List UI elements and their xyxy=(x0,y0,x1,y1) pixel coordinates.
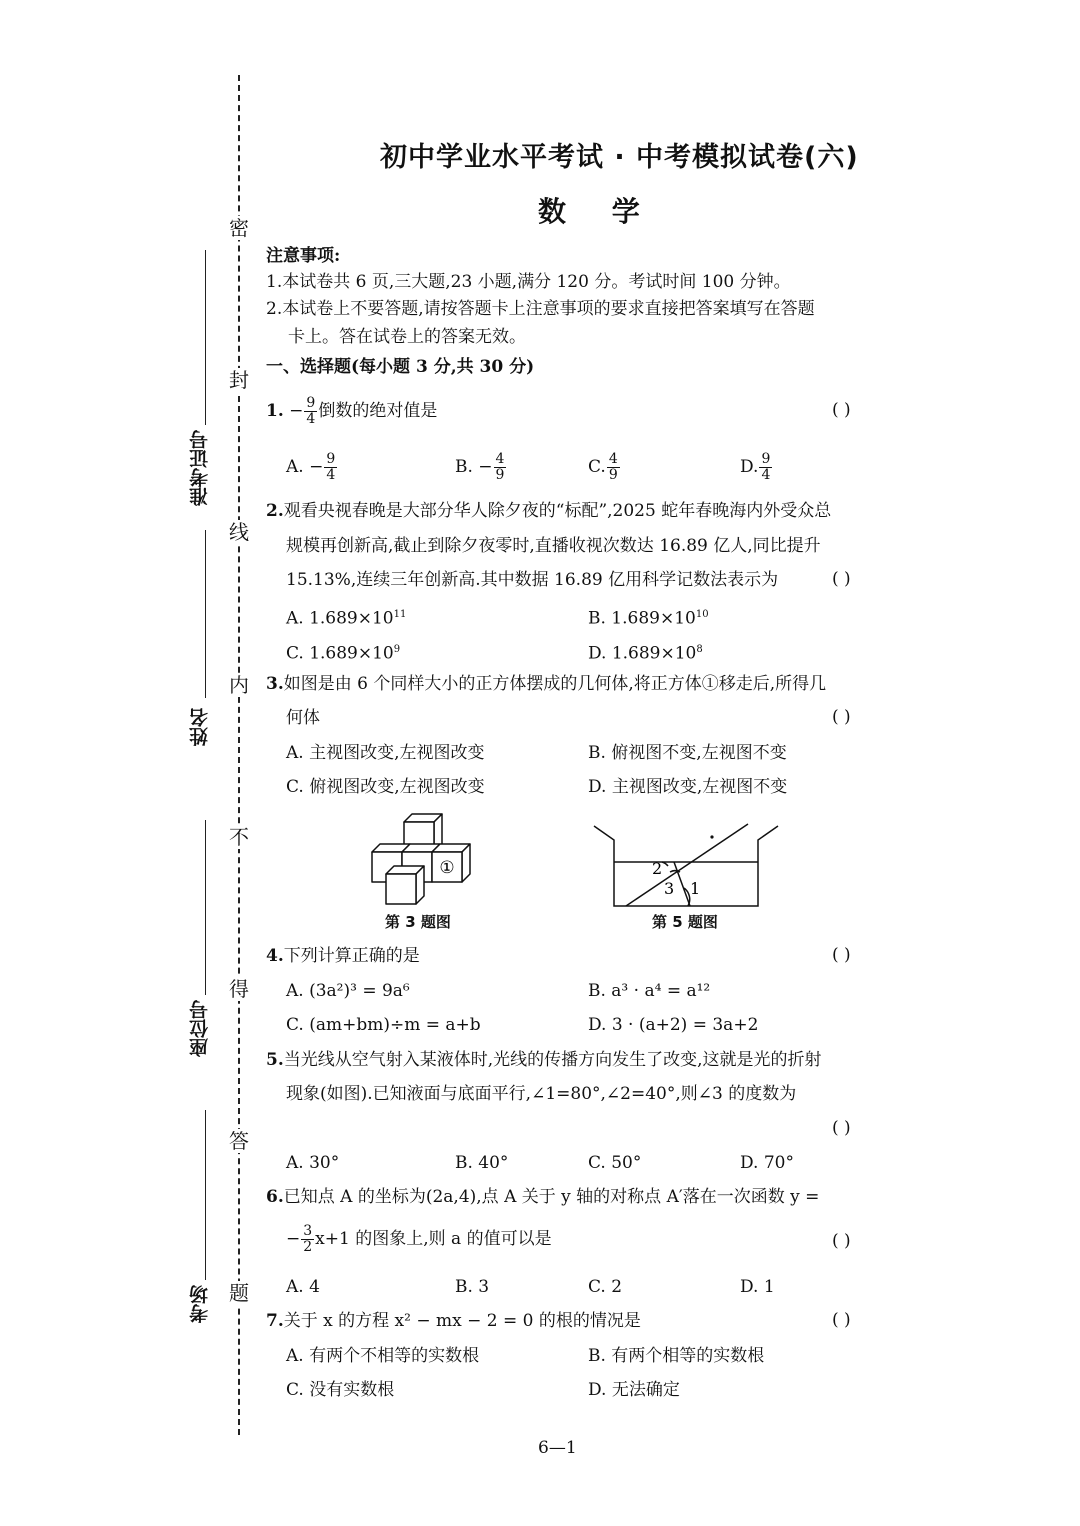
seal-char: 封 xyxy=(229,368,249,392)
q7-stem xyxy=(266,1310,641,1332)
q1-b-frac xyxy=(494,452,507,483)
room-label: 考场 xyxy=(189,1285,211,1323)
q2-d-exp: 8 xyxy=(696,644,703,655)
q1-a-den: 4 xyxy=(326,467,336,483)
q1-b-num: 4 xyxy=(495,451,505,467)
q5-option-b[interactable]: B. 40° xyxy=(455,1153,509,1173)
angle-3-label: 3 xyxy=(664,879,675,898)
q2-answer-paren: ( ) xyxy=(832,569,851,589)
figure-3-cubes xyxy=(360,808,500,912)
q1-c-num: 4 xyxy=(608,451,618,467)
notice-item-2b: 卡上。答在试卷上的答案无效。 xyxy=(288,327,526,347)
notice-heading: 注意事项: xyxy=(266,246,341,266)
seal-char: 答 xyxy=(229,1129,249,1153)
figure-5-refraction xyxy=(588,818,788,910)
seal-char: 密 xyxy=(229,216,249,240)
seal-char: 不 xyxy=(229,825,249,849)
q1-c-den: 9 xyxy=(608,467,618,483)
q3-line-1 xyxy=(266,673,826,695)
angle-1-label: 1 xyxy=(690,879,701,898)
q2-c-text: C. 1.689×10 xyxy=(286,643,394,664)
q6-option-c[interactable]: C. 2 xyxy=(588,1277,623,1297)
q4-text: 下列计算正确的是 xyxy=(283,946,420,966)
q2-d-text: D. 1.689×10 xyxy=(588,643,697,664)
q7-option-c[interactable]: C. 没有实数根 xyxy=(286,1380,395,1400)
q4-answer-paren: ( ) xyxy=(832,945,851,965)
q1-d-den: 4 xyxy=(761,467,771,483)
q1-answer-paren: ( ) xyxy=(832,400,851,420)
q6-line-1 xyxy=(266,1186,819,1208)
q2-line-2: 规模再创新高,截止到除夕夜零时,直播收视次数达 16.89 亿人,同比提升 xyxy=(286,536,821,556)
q6-option-a[interactable]: A. 4 xyxy=(286,1277,320,1297)
exam-title: 初中学业水平考试 · 中考模拟试卷(六) xyxy=(380,142,859,173)
notice-item-1: 1.本试卷共 6 页,三大题,23 小题,满分 120 分。考试时间 100 分钟。 xyxy=(266,272,791,292)
section-1-heading: 一、选择题(每小题 3 分,共 30 分) xyxy=(266,357,535,377)
notice-item-2a: 2.本试卷上不要答题,请按答题卡上注意事项的要求直接把答案填写在答题 xyxy=(266,299,815,319)
q1-a-num: 9 xyxy=(326,451,336,467)
q5-line-1-text: 当光线从空气射入某液体时,光线的传播方向发生了改变,这就是光的折射 xyxy=(283,1050,822,1070)
q6-line-1-text: 已知点 A 的坐标为(2a,4),点 A 关于 y 轴的对称点 A′落在一次函数 y = xyxy=(283,1187,820,1207)
q7-text: 关于 x 的方程 x² − mx − 2 = 0 的根的情况是 xyxy=(283,1311,641,1331)
seal-char: 线 xyxy=(229,520,249,544)
q7-number: 7. xyxy=(266,1311,284,1331)
figure-3-marker: ① xyxy=(439,858,455,878)
q6-minus: − xyxy=(286,1229,301,1249)
page-number: 6—1 xyxy=(538,1438,577,1458)
seal-char: 得 xyxy=(229,977,249,1001)
q7-option-a[interactable]: A. 有两个不相等的实数根 xyxy=(286,1346,480,1366)
q5-line-1 xyxy=(266,1049,822,1071)
q2-option-b[interactable] xyxy=(588,604,709,630)
q3-line-2: 何体 xyxy=(286,708,320,728)
q3-option-a[interactable]: A. 主视图改变,左视图改变 xyxy=(286,743,485,763)
q1-text: 倒数的绝对值是 xyxy=(318,401,438,421)
q5-option-d[interactable]: D. 70° xyxy=(740,1153,794,1173)
q4-option-b[interactable]: B. a³ · a⁴ = a¹² xyxy=(588,981,711,1001)
q4-option-d[interactable]: D. 3 · (a+2) = 3a+2 xyxy=(588,1015,759,1035)
q1-frac-den: 4 xyxy=(306,411,316,427)
q7-option-d[interactable]: D. 无法确定 xyxy=(588,1380,680,1400)
q1-d-frac xyxy=(759,452,772,483)
q5-option-a[interactable]: A. 30° xyxy=(286,1153,340,1173)
figure-5-caption: 第 5 题图 xyxy=(652,913,718,931)
figure-3-caption: 第 3 题图 xyxy=(385,913,451,931)
q6-frac-den: 2 xyxy=(303,1239,313,1255)
q2-a-exp: 11 xyxy=(393,609,407,620)
q6-option-b[interactable]: B. 3 xyxy=(455,1277,490,1297)
q1-a-frac xyxy=(324,452,337,483)
exam-id-rule xyxy=(205,250,206,425)
seal-char: 内 xyxy=(229,673,249,697)
q1-c-frac xyxy=(607,452,620,483)
name-label: 姓名 xyxy=(189,708,211,746)
q2-b-exp: 10 xyxy=(695,609,709,620)
q5-line-2: 现象(如图).已知液面与底面平行,∠1=80°,∠2=40°,则∠3 的度数为 xyxy=(286,1084,797,1104)
exam-id-label: 准考证号 xyxy=(189,430,211,506)
seat-label: 座位号 xyxy=(189,1000,211,1057)
q1-c-label: C. xyxy=(588,457,606,477)
q1-frac-num: 9 xyxy=(306,395,316,411)
q4-number: 4. xyxy=(266,946,284,966)
q1-fraction xyxy=(304,396,317,427)
subject-title: 数 学 xyxy=(538,195,658,228)
q1-number: 1. xyxy=(266,401,284,421)
q1-d-label: D. xyxy=(740,457,759,477)
q6-answer-paren: ( ) xyxy=(832,1231,851,1251)
q4-option-c[interactable]: C. (am+bm)÷m = a+b xyxy=(286,1015,481,1035)
q4-stem xyxy=(266,945,420,967)
q1-stem xyxy=(266,396,437,427)
q3-line-1-text: 如图是由 6 个同样大小的正方体摆成的几何体,将正方体①移走后,所得几 xyxy=(283,674,827,694)
room-rule xyxy=(205,1110,206,1280)
q6-option-d[interactable]: D. 1 xyxy=(740,1277,775,1297)
q6-line-2-text: x+1 的图象上,则 a 的值可以是 xyxy=(315,1229,552,1249)
q2-line-1 xyxy=(266,500,831,522)
q3-answer-paren: ( ) xyxy=(832,707,851,727)
q2-line-1-text: 观看央视春晚是大部分华人除夕夜的“标配”,2025 蛇年春晚海内外受众总 xyxy=(283,501,832,521)
q7-option-b[interactable]: B. 有两个相等的实数根 xyxy=(588,1346,765,1366)
q1-option-b[interactable] xyxy=(455,452,507,483)
q2-c-exp: 9 xyxy=(393,644,401,655)
q6-fraction xyxy=(301,1224,314,1255)
seal-char: 题 xyxy=(229,1281,249,1305)
name-rule xyxy=(205,530,206,698)
q1-minus: − xyxy=(289,401,304,421)
q1-option-a[interactable] xyxy=(286,452,338,483)
q4-option-a[interactable]: A. (3a²)³ = 9a⁶ xyxy=(286,981,410,1001)
q5-answer-paren: ( ) xyxy=(832,1118,851,1138)
q2-line-3: 15.13%,连续三年创新高.其中数据 16.89 亿用科学记数法表示为 xyxy=(286,570,779,590)
binding-dashed-line xyxy=(238,75,240,1435)
q2-option-a[interactable] xyxy=(286,604,406,630)
q1-b-label: B. − xyxy=(455,457,493,477)
q1-d-num: 9 xyxy=(761,451,771,467)
q5-number: 5. xyxy=(266,1050,284,1070)
q1-b-den: 9 xyxy=(495,467,505,483)
q6-frac-num: 3 xyxy=(303,1223,313,1239)
q2-b-text: B. 1.689×10 xyxy=(588,608,696,629)
q2-option-d[interactable] xyxy=(588,639,703,665)
q1-a-label: A. − xyxy=(286,457,324,477)
q2-a-text: A. 1.689×10 xyxy=(286,608,394,629)
seat-rule xyxy=(205,820,206,995)
q1-option-c[interactable] xyxy=(588,452,621,483)
q2-number: 2. xyxy=(266,501,284,521)
q7-answer-paren: ( ) xyxy=(832,1310,851,1330)
angle-2-label: 2 xyxy=(652,859,663,878)
q2-option-c[interactable] xyxy=(286,639,400,665)
q3-option-d[interactable]: D. 主视图改变,左视图不变 xyxy=(588,777,788,797)
q6-line-2 xyxy=(286,1224,552,1255)
q5-option-c[interactable]: C. 50° xyxy=(588,1153,642,1173)
q3-option-c[interactable]: C. 俯视图改变,左视图改变 xyxy=(286,777,485,797)
q3-option-b[interactable]: B. 俯视图不变,左视图不变 xyxy=(588,743,787,763)
q1-option-d[interactable] xyxy=(740,452,773,483)
q3-number: 3. xyxy=(266,674,284,694)
q6-number: 6. xyxy=(266,1187,284,1207)
light-ray xyxy=(626,824,748,906)
